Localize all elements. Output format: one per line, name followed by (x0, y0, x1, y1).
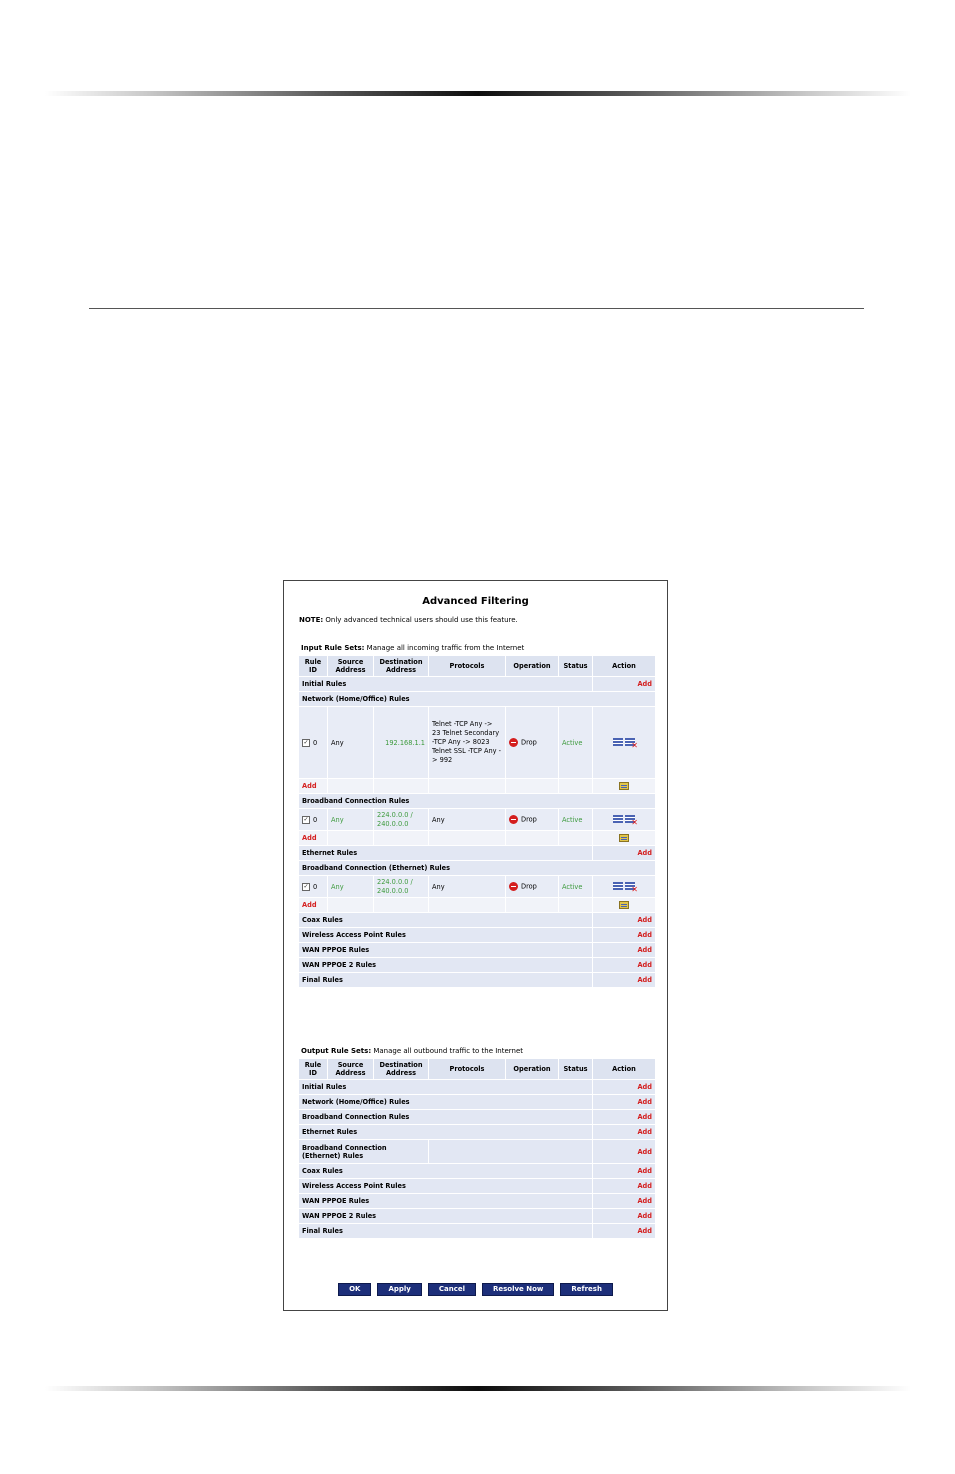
col-action: Action (593, 656, 656, 677)
section-label: Network (Home/Office) Rules (299, 692, 656, 707)
refresh-button[interactable]: Refresh (560, 1283, 613, 1296)
output-rule-sets-heading (301, 1047, 523, 1055)
output-section-row (299, 1224, 656, 1239)
input-rule-sets-heading (301, 644, 524, 652)
output-section-row (299, 1194, 656, 1209)
rule-operation: Drop (521, 882, 537, 891)
section-label: Ethernet Rules (299, 1125, 593, 1140)
add-link[interactable] (593, 973, 656, 988)
rule-operation: Drop (521, 815, 537, 824)
rule-id: 0 (313, 815, 318, 824)
add-link[interactable] (593, 1140, 656, 1164)
output-section-row (299, 1095, 656, 1110)
apply-button[interactable]: Apply (377, 1283, 421, 1296)
new-rule-action (593, 779, 656, 794)
input-sets-label: Input Rule Sets: (301, 644, 365, 652)
col-source: Source Address (328, 656, 374, 677)
rule-id-cell (299, 876, 328, 898)
empty-cell (506, 779, 559, 794)
empty-cell (506, 831, 559, 846)
add-row (299, 779, 656, 794)
col-rule-id: Rule ID (299, 1059, 328, 1080)
empty-cell (559, 831, 593, 846)
delete-icon[interactable] (625, 738, 635, 747)
add-label[interactable]: Add (637, 946, 652, 954)
add-label[interactable]: Add (637, 916, 652, 924)
output-section-row (299, 1179, 656, 1194)
add-label[interactable]: Add (637, 931, 652, 939)
add-label[interactable]: Add (637, 1113, 652, 1121)
new-rule-icon[interactable] (619, 901, 629, 909)
empty-cell (429, 1140, 593, 1164)
add-label[interactable]: Add (637, 1098, 652, 1106)
add-link[interactable] (593, 1209, 656, 1224)
add-label[interactable]: Add (302, 901, 317, 909)
section-initial-rules (299, 677, 656, 692)
add-label[interactable]: Add (637, 1128, 652, 1136)
section-wireless-rules (299, 928, 656, 943)
enable-checkbox[interactable]: ✓ (303, 738, 309, 746)
rule-actions (593, 707, 656, 779)
rule-id-cell (299, 707, 328, 779)
add-link[interactable] (593, 928, 656, 943)
empty-cell (374, 779, 429, 794)
section-label: Wireless Access Point Rules (299, 928, 593, 943)
rule-actions (593, 809, 656, 831)
add-label[interactable]: Add (637, 1083, 652, 1091)
section-wan-pppoe2-rules (299, 958, 656, 973)
add-link[interactable] (593, 846, 656, 861)
section-label: Broadband Connection Rules (299, 794, 656, 809)
section-label: Coax Rules (299, 1164, 593, 1179)
empty-cell (429, 831, 506, 846)
input-sets-text: Manage all incoming traffic from the Internet (364, 644, 525, 652)
note (299, 616, 518, 624)
output-section-row (299, 1140, 656, 1164)
section-label: Wireless Access Point Rules (299, 1179, 593, 1194)
table-row (299, 707, 656, 779)
rule-source: Any (328, 707, 374, 779)
section-label: Ethernet Rules (299, 846, 593, 861)
col-protocols: Protocols (429, 1059, 506, 1080)
rule-protocols: Telnet -TCP Any -> 23 Telnet Secondary -TCP Any -> 8023 Telnet SSL -TCP Any -> 992 (429, 707, 506, 779)
section-label: Network (Home/Office) Rules (299, 1095, 593, 1110)
section-label: WAN PPPOE Rules (299, 943, 593, 958)
add-link[interactable] (593, 1095, 656, 1110)
col-status: Status (559, 656, 593, 677)
delete-icon[interactable] (625, 882, 635, 891)
empty-cell (374, 831, 429, 846)
stop-icon (509, 815, 518, 824)
rule-protocols: Any (429, 809, 506, 831)
stop-icon (509, 882, 518, 891)
section-label: Broadband Connection (Ethernet) Rules (299, 861, 656, 876)
add-label[interactable]: Add (637, 849, 652, 857)
col-protocols: Protocols (429, 656, 506, 677)
cancel-button[interactable]: Cancel (428, 1283, 476, 1296)
col-destination: Destination Address (374, 1059, 429, 1080)
table-row (299, 809, 656, 831)
empty-cell (328, 898, 374, 913)
rule-actions (593, 876, 656, 898)
output-section-row (299, 1125, 656, 1140)
table-header (299, 656, 656, 677)
add-label[interactable]: Add (637, 1212, 652, 1220)
add-row (299, 831, 656, 846)
add-link[interactable] (593, 943, 656, 958)
stop-icon (509, 738, 518, 747)
resolve-now-button[interactable]: Resolve Now (482, 1283, 554, 1296)
add-link[interactable] (593, 958, 656, 973)
page-title: Advanced Filtering (422, 596, 529, 607)
output-section-row (299, 1164, 656, 1179)
section-final-rules (299, 973, 656, 988)
rule-operation-cell (506, 707, 559, 779)
col-destination: Destination Address (374, 656, 429, 677)
edit-icon[interactable] (613, 738, 623, 747)
add-label[interactable]: Add (637, 1197, 652, 1205)
output-sets-text: Manage all outbound traffic to the Internet (371, 1047, 524, 1055)
add-link[interactable] (299, 831, 328, 846)
enable-checkbox[interactable]: ✓ (303, 815, 309, 823)
add-link[interactable] (593, 1164, 656, 1179)
add-label[interactable]: Add (637, 680, 652, 688)
section-network-rules (299, 692, 656, 707)
add-label[interactable]: Add (302, 834, 317, 842)
section-label: WAN PPPOE Rules (299, 1194, 593, 1209)
section-label: Broadband Connection Rules (299, 1110, 593, 1125)
section-wan-pppoe-rules (299, 943, 656, 958)
empty-cell (559, 779, 593, 794)
new-rule-icon[interactable] (619, 834, 629, 842)
rule-status: Active (559, 809, 593, 831)
section-broadband-ethernet-rules (299, 861, 656, 876)
section-label: Final Rules (299, 1224, 593, 1239)
empty-cell (559, 898, 593, 913)
rule-id: 0 (313, 738, 318, 747)
section-label: WAN PPPOE 2 Rules (299, 958, 593, 973)
rule-destination: 224.0.0.0 / 240.0.0.0 (374, 809, 429, 831)
table-row (299, 876, 656, 898)
rule-id-cell (299, 809, 328, 831)
add-link[interactable] (593, 1125, 656, 1140)
add-label[interactable]: Add (637, 1227, 652, 1235)
add-link[interactable] (593, 1194, 656, 1209)
empty-cell (374, 898, 429, 913)
section-ethernet-rules (299, 846, 656, 861)
col-source: Source Address (328, 1059, 374, 1080)
add-link[interactable] (593, 1080, 656, 1095)
col-rule-id: Rule ID (299, 656, 328, 677)
new-rule-action (593, 898, 656, 913)
section-label: Coax Rules (299, 913, 593, 928)
note-text: Only advanced technical users should use this feature. (323, 616, 518, 624)
edit-icon[interactable] (613, 882, 623, 891)
add-link[interactable] (299, 898, 328, 913)
empty-cell (328, 831, 374, 846)
add-link[interactable] (593, 1110, 656, 1125)
col-action: Action (593, 1059, 656, 1080)
rule-status: Active (559, 876, 593, 898)
add-label[interactable]: Add (637, 1147, 652, 1156)
add-link[interactable] (299, 779, 328, 794)
add-label[interactable]: Add (637, 961, 652, 969)
rule-protocols: Any (429, 876, 506, 898)
add-link[interactable] (593, 913, 656, 928)
delete-icon[interactable] (625, 815, 635, 824)
header-divider (45, 91, 911, 96)
empty-cell (506, 898, 559, 913)
add-link[interactable] (593, 1179, 656, 1194)
rule-source: Any (328, 809, 374, 831)
ok-button[interactable]: OK (338, 1283, 371, 1296)
rule-id: 0 (313, 882, 318, 891)
add-label[interactable]: Add (637, 1167, 652, 1175)
col-status: Status (559, 1059, 593, 1080)
table-header (299, 1059, 656, 1080)
output-section-row (299, 1080, 656, 1095)
rule-operation-cell (506, 876, 559, 898)
section-label: Broadband Connection (Ethernet) Rules (299, 1140, 429, 1164)
output-section-row (299, 1110, 656, 1125)
col-operation: Operation (506, 1059, 559, 1080)
rule-operation-cell (506, 809, 559, 831)
new-rule-action (593, 831, 656, 846)
rule-source: Any (328, 876, 374, 898)
add-label[interactable]: Add (637, 1182, 652, 1190)
add-label[interactable]: Add (302, 782, 317, 790)
add-link[interactable] (593, 1224, 656, 1239)
section-label: Final Rules (299, 973, 593, 988)
rule-status: Active (559, 707, 593, 779)
output-sets-label: Output Rule Sets: (301, 1047, 372, 1055)
section-broadband-rules (299, 794, 656, 809)
section-label: Initial Rules (299, 1080, 593, 1095)
rule-destination: 224.0.0.0 / 240.0.0.0 (374, 876, 429, 898)
edit-icon[interactable] (613, 815, 623, 824)
add-link[interactable] (593, 677, 656, 692)
section-coax-rules (299, 913, 656, 928)
empty-cell (429, 898, 506, 913)
section-label: Initial Rules (299, 677, 593, 692)
rule-destination: 192.168.1.1 (374, 707, 429, 779)
empty-cell (328, 779, 374, 794)
section-label: WAN PPPOE 2 Rules (299, 1209, 593, 1224)
output-rules-table (298, 1058, 656, 1239)
enable-checkbox[interactable]: ✓ (303, 882, 309, 890)
footer-divider (45, 1386, 911, 1391)
note-label: NOTE: (299, 616, 324, 624)
empty-cell (429, 779, 506, 794)
advanced-filtering-screenshot (283, 580, 668, 1311)
input-rules-table (298, 655, 656, 988)
output-section-row (299, 1209, 656, 1224)
button-bar (284, 1283, 667, 1296)
col-operation: Operation (506, 656, 559, 677)
add-label[interactable]: Add (637, 976, 652, 984)
rule-operation: Drop (521, 738, 537, 747)
new-rule-icon[interactable] (619, 782, 629, 790)
add-row (299, 898, 656, 913)
section-divider (89, 308, 864, 309)
